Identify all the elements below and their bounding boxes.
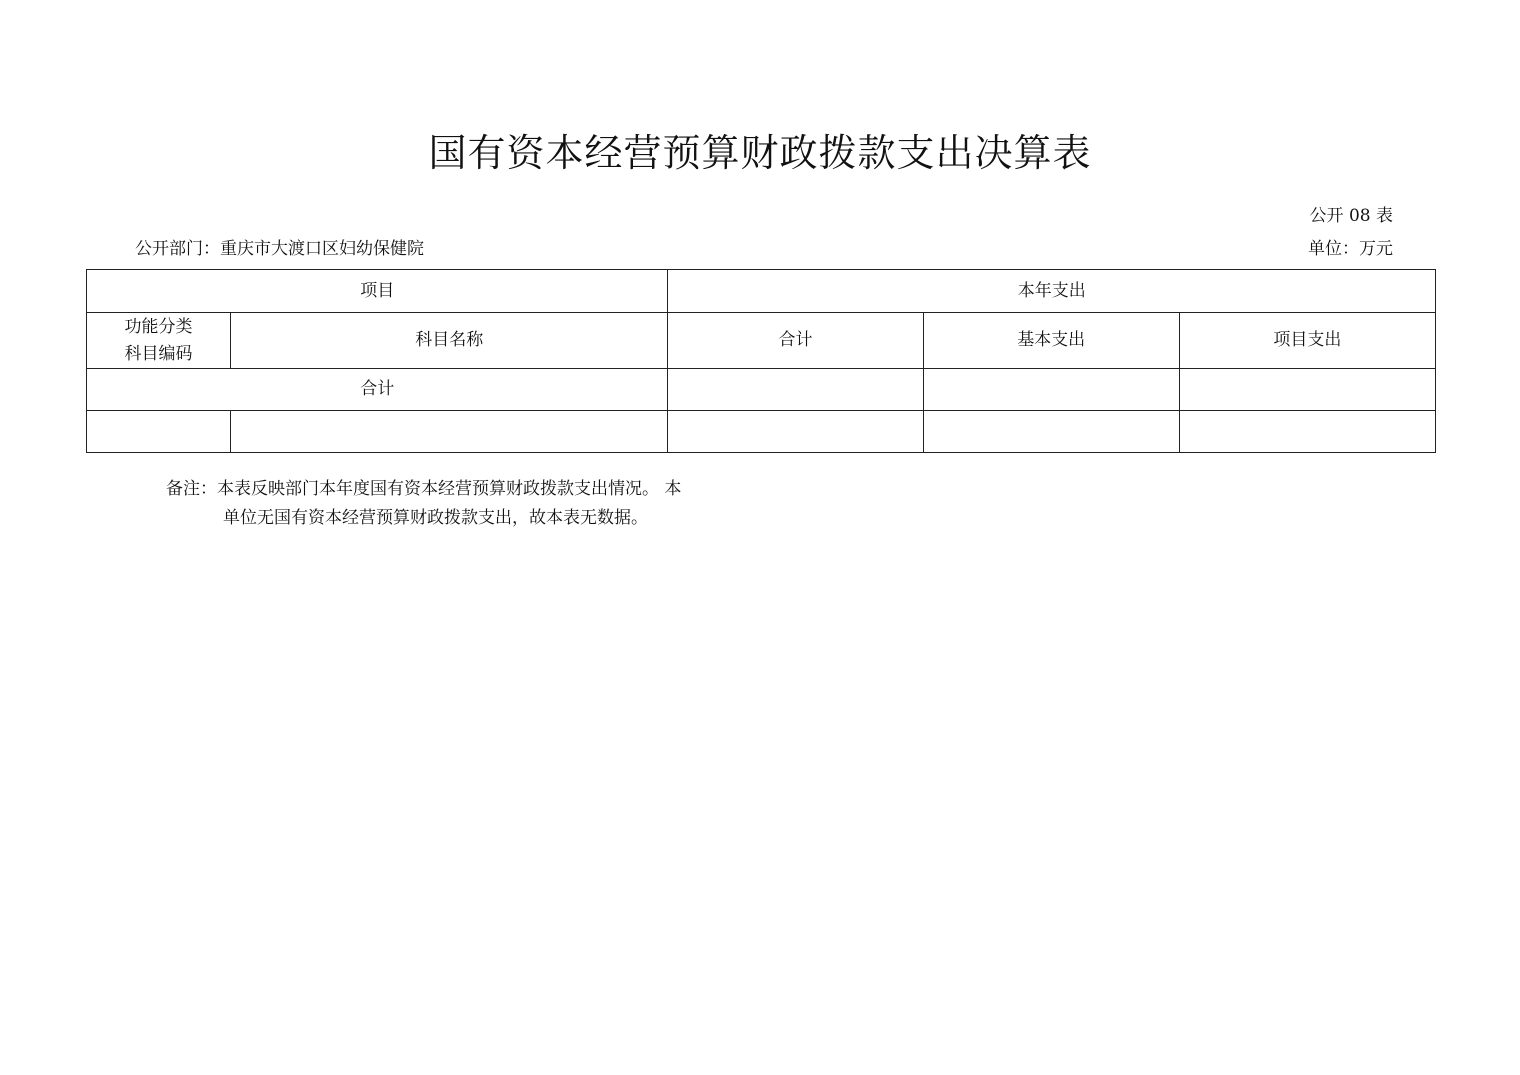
header-code-line1: 功能分类 [124, 316, 193, 337]
table-total-row [87, 369, 1436, 411]
header-year-expense: 本年支出 [668, 270, 1436, 313]
page-title: 国有资本经营预算财政拨款支出决算表 [428, 131, 1092, 175]
table-cell [923, 411, 1179, 453]
remark-line-1: 备注：本表反映部门本年度国有资本经营预算财政拨款支出情况。 本 [166, 479, 682, 499]
remark [166, 475, 681, 533]
header-project: 项目 [87, 270, 668, 313]
expense-table [86, 269, 1436, 453]
table-cell [87, 411, 231, 453]
remark-line-2: 单位无国有资本经营预算财政拨款支出，故本表无数据。 [223, 508, 648, 528]
unit-label: 单位：万元 [1308, 239, 1393, 259]
header-basic: 基本支出 [923, 313, 1179, 369]
header-total: 合计 [668, 313, 923, 369]
header-project-expense: 项目支出 [1179, 313, 1435, 369]
table-subheader-row [87, 313, 1436, 369]
header-code [87, 313, 231, 369]
total-row-label: 合计 [87, 369, 668, 411]
table-cell [1179, 411, 1435, 453]
header-code-line2: 科目编码 [124, 343, 193, 364]
form-number: 公开 08 表 [1309, 206, 1393, 226]
department-label: 公开部门：重庆市大渡口区妇幼保健院 [135, 239, 424, 259]
table-header-row [87, 270, 1436, 313]
total-row-total-cell [668, 369, 923, 411]
header-name: 科目名称 [231, 313, 668, 369]
table-row [87, 411, 1436, 453]
total-row-basic-cell [923, 369, 1179, 411]
table-cell [231, 411, 668, 453]
total-row-project-cell [1179, 369, 1435, 411]
table-cell [668, 411, 923, 453]
